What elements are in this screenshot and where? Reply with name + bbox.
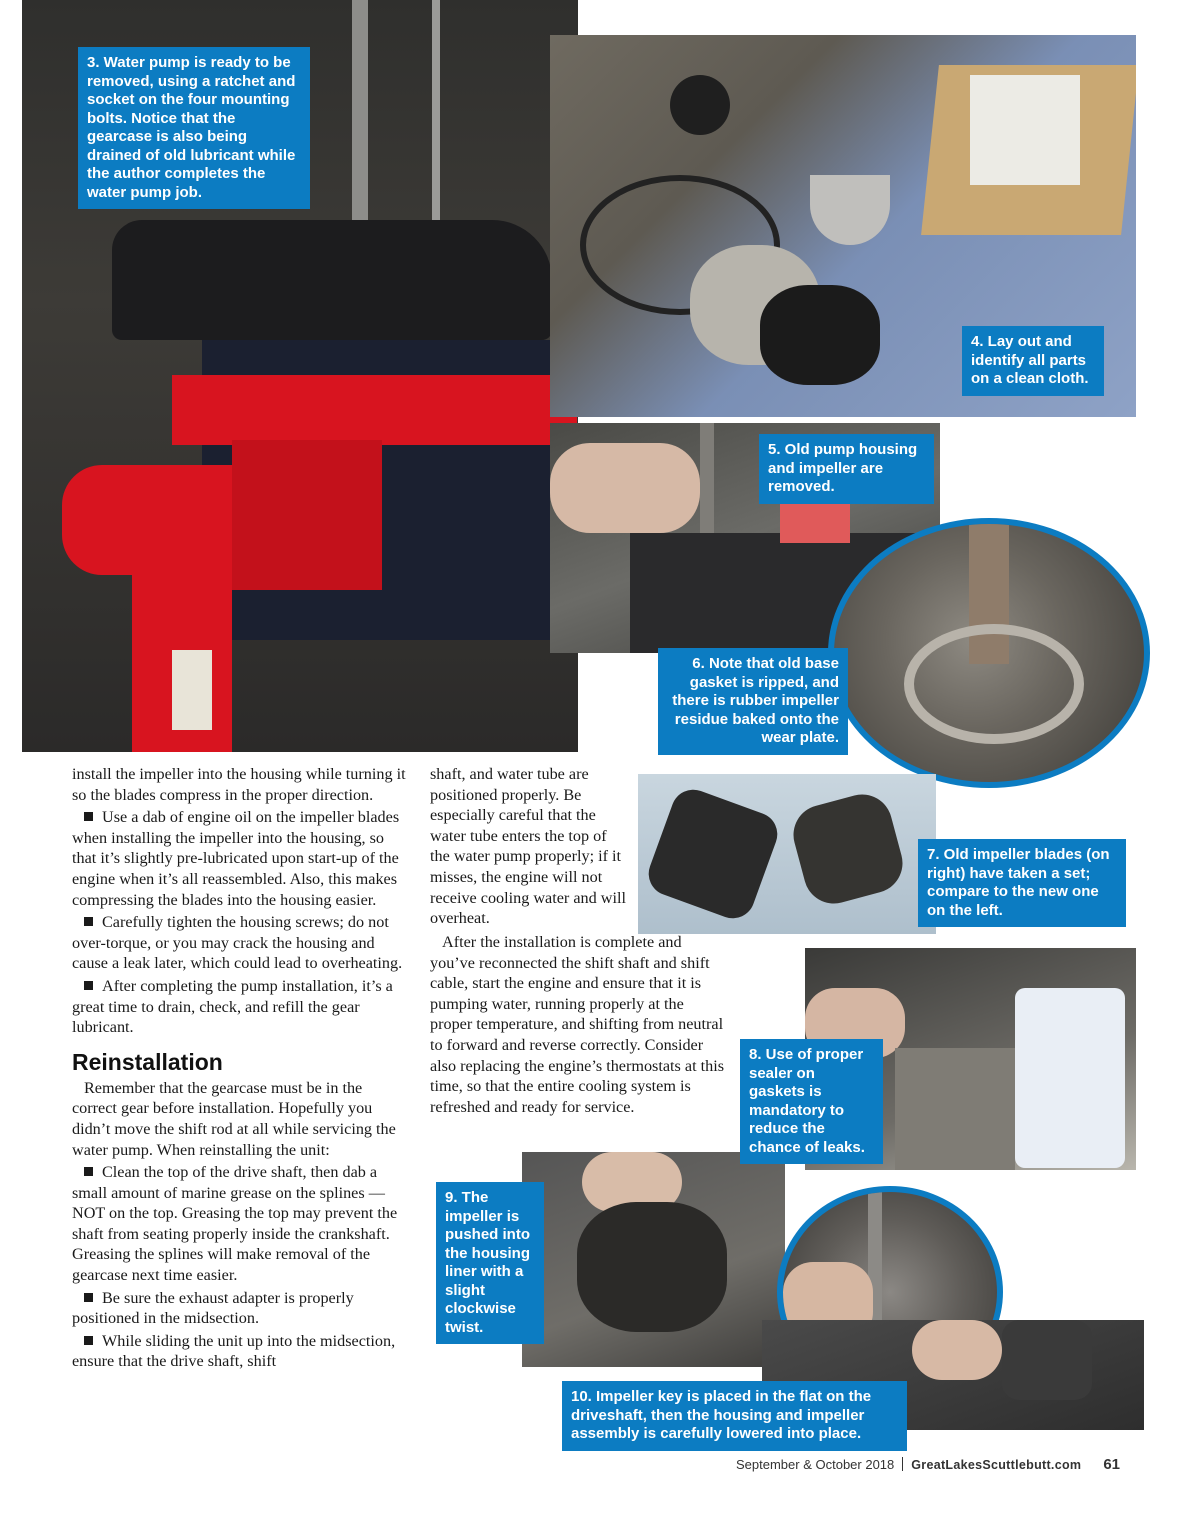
left-paragraph-2: Remember that the gearcase must be in the correct gear before installation. Hopefully you didn’t move the shift rod at all while servicing the water pump. When reinstalling the unit: bbox=[72, 1078, 396, 1159]
impeller-part bbox=[670, 75, 730, 135]
gearcase-top bbox=[112, 220, 552, 340]
bullet-text: Use a dab of engine oil on the impeller blades when installing the impeller into the housing, so that it’s slightly pre-lubricated upon start-up of the engine when it’s all reassembled. Also, this makes compressing the blades into the housing easier. bbox=[72, 808, 400, 909]
caption-9: 9. The impeller is pushed into the housing liner with a slight clockwise twist. bbox=[436, 1182, 544, 1344]
middle-paragraph-2: After the installation is complete and you’ve reconnected the shift shaft and shift cable, start the engine and ensure that it is pumping water, running properly at the proper temperature, and shifting from neutral to forward and reverse correctly. Consider also replacing the engine’s thermostats at this time, so that the entire cooling system is refreshed and ready for service. bbox=[430, 933, 724, 1116]
box-label bbox=[970, 75, 1080, 185]
bullet-text: Be sure the exhaust adapter is properly positioned in the midsection. bbox=[72, 1288, 354, 1328]
stand-top-plate bbox=[172, 375, 577, 445]
photo-impellers bbox=[638, 774, 936, 934]
bullet-square-icon bbox=[84, 1293, 93, 1302]
plate-ring bbox=[904, 624, 1084, 744]
page-footer bbox=[600, 1456, 1120, 1478]
caption-8: 8. Use of proper sealer on gaskets is mandatory to reduce the chance of leaks. bbox=[740, 1039, 883, 1164]
site-name: GreatLakesScuttlebutt.com bbox=[911, 1458, 1082, 1472]
old-impeller bbox=[787, 788, 909, 910]
bullet-gear-lubricant bbox=[72, 976, 410, 1038]
new-impeller bbox=[643, 784, 784, 925]
issue-date: September & October 2018 bbox=[736, 1457, 895, 1472]
bullet-square-icon bbox=[84, 981, 93, 990]
closeup-wear-plate bbox=[828, 518, 1150, 788]
stand-bracket bbox=[232, 440, 382, 590]
gearcase-closeup bbox=[895, 1048, 1015, 1170]
bullet-tighten-screws bbox=[72, 912, 410, 974]
caption-6: 6. Note that old base gasket is ripped, and there is rubber impeller residue baked onto the wear plate. bbox=[658, 648, 848, 755]
left-paragraph-1: install the impeller into the housing while turning it so the blades compress in the proper direction. bbox=[72, 765, 406, 804]
pump-housing-part bbox=[760, 285, 880, 385]
bullet-square-icon bbox=[84, 1167, 93, 1176]
steel-liner-cup bbox=[810, 175, 890, 245]
bullet-square-icon bbox=[84, 812, 93, 821]
bullet-square-icon bbox=[84, 917, 93, 926]
page-number: 61 bbox=[1103, 1456, 1120, 1473]
bullet-text: Carefully tighten the housing screws; do not over-torque, or you may crack the housing and cause a leak later, which could lead to overheating. bbox=[72, 913, 403, 973]
footer-divider bbox=[902, 1457, 903, 1471]
section-heading: Reinstallation bbox=[72, 1048, 223, 1075]
bullet-clean-drive-shaft bbox=[72, 1162, 410, 1286]
bullet-text: Clean the top of the drive shaft, then dab a small amount of marine grease on the splines — NOT on the top. Greasing the top may prevent the shaft from seating properly inside the crankshaft. Greasing the splines will make removal of the gearcase next time easier. bbox=[72, 1163, 398, 1285]
article-left-column bbox=[72, 764, 410, 1374]
bullet-oil-impeller bbox=[72, 807, 410, 910]
article-middle-column-top bbox=[430, 764, 630, 931]
middle-paragraph-1: shaft, and water tube are positioned properly. Be especially careful that the water tube enters the top of the water pump properly; if it misses, the engine will not receive cooling water and will overheat. bbox=[430, 765, 626, 928]
caption-10: 10. Impeller key is placed in the flat on the driveshaft, then the housing and impeller assembly is carefully lowered into place. bbox=[562, 1381, 907, 1451]
bullet-sliding-unit bbox=[72, 1331, 410, 1372]
bullet-square-icon bbox=[84, 1336, 93, 1345]
housing-assembly bbox=[1002, 1320, 1092, 1400]
article-middle-column-bottom bbox=[430, 932, 730, 1119]
bullet-text: While sliding the unit up into the midsection, ensure that the drive shaft, shift bbox=[72, 1331, 396, 1371]
caption-3: 3. Water pump is ready to be removed, using a ratchet and socket on the four mounting bolts. Notice that the gearcase is also being drained of old lubricant while the author completes the water pump job. bbox=[78, 47, 310, 209]
red-rag bbox=[780, 503, 850, 543]
hand bbox=[550, 443, 700, 533]
bullet-exhaust-adapter bbox=[72, 1288, 410, 1329]
pump-housing-held bbox=[577, 1202, 727, 1332]
caption-4: 4. Lay out and identify all parts on a clean cloth. bbox=[962, 326, 1104, 396]
caption-7: 7. Old impeller blades (on right) have taken a set; compare to the new one on the left. bbox=[918, 839, 1126, 927]
water-tube-rod bbox=[432, 0, 440, 250]
photo-impeller-pushed bbox=[522, 1152, 785, 1367]
assembling-hand bbox=[912, 1320, 1002, 1380]
sealer-can bbox=[1015, 988, 1125, 1168]
warning-label bbox=[172, 650, 212, 730]
caption-5: 5. Old pump housing and impeller are removed. bbox=[759, 434, 934, 504]
bullet-text: After completing the pump installation, it’s a great time to drain, check, and refill the gear lubricant. bbox=[72, 976, 393, 1037]
